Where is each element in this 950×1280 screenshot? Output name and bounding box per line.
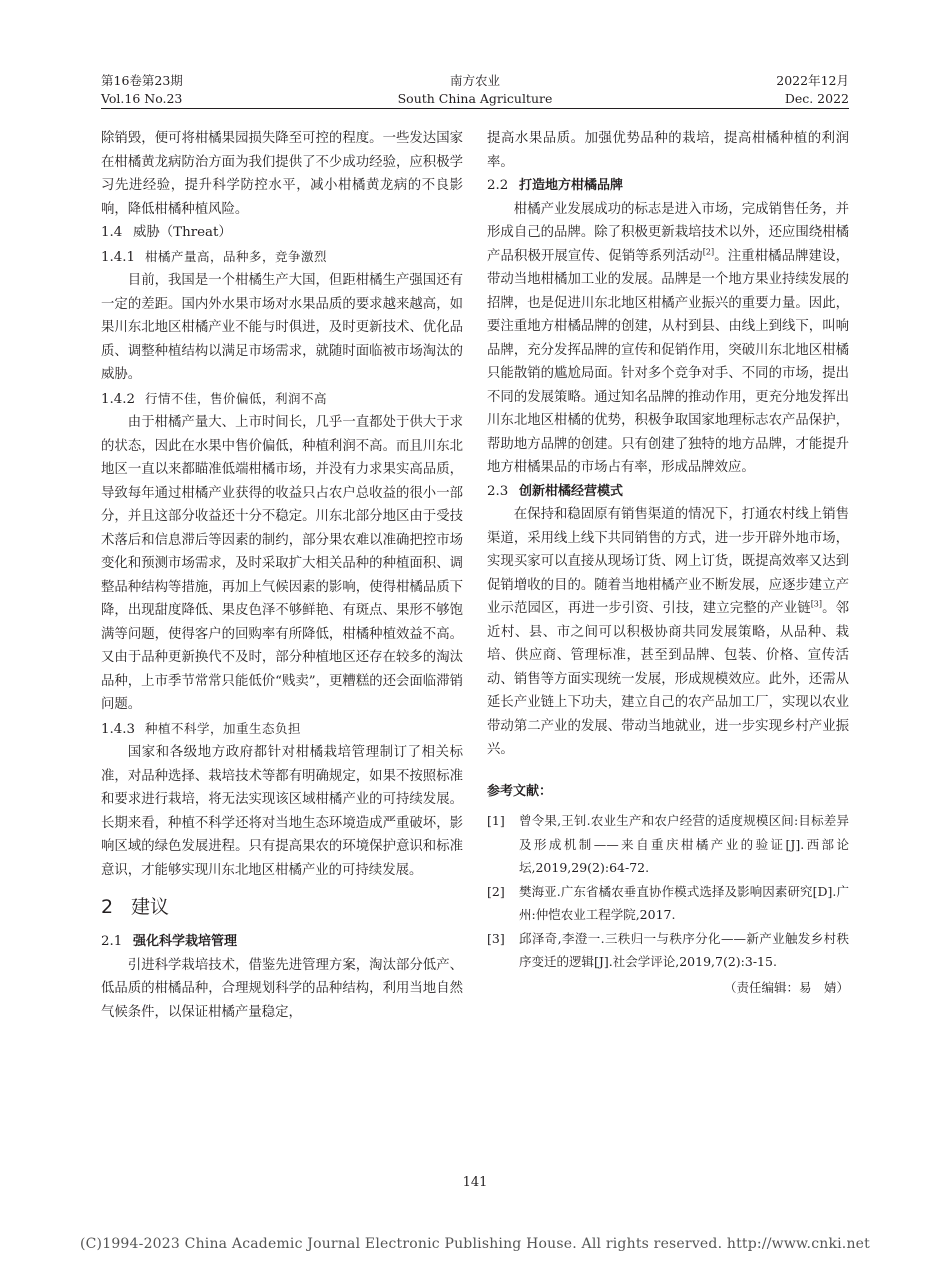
section-1-4-heading <box>101 221 463 245</box>
paragraph-2-1: 引进科学栽培技术，借鉴先进管理方案，淘汰部分低产、低品质的柑橘品种，合理规划科学的品种结构，利用当地自然气候条件，以保证柑橘产量稳定， <box>101 957 463 1020</box>
paragraph-text: 在保持和稳固原有销售渠道的情况下，打通农村线上销售渠道，采用线上线下共同销售的方式，进一步开辟外地市场，实现买家可以直接从现场订货、网上订货，既提高效率又达到促销增收的目的。随着当地柑橘产业不断发展，应逐步建立产业示范园区，再进一步引资、引技，建立完整的产业链 <box>487 507 849 616</box>
section-title: 行情不佳，售价偏低，利润不高 <box>145 390 328 406</box>
section-number: 2.2 <box>487 178 509 193</box>
section-2-3-heading <box>487 480 849 504</box>
header-journal-cn: 南方农业 <box>449 73 500 88</box>
paragraph-text: 。邻近村、县、市之间可以积极协商共同发展策略，从品种、栽培、供应商、管理标准，甚至到品牌、包装、价格、宣传活动、销售等方面实现统一发展，形成规模效应。此外，还需从延长产业链上下功夫，建立自己的农产品加工厂，实现以农业带动第二产业的发展、带动当地就业，进一步实现乡村产业振兴。 <box>487 601 850 757</box>
section-1-4-3-heading <box>101 717 463 742</box>
header-date-en: Dec. 2022 <box>784 91 849 106</box>
section-title: 威胁（Threat） <box>133 225 232 240</box>
paragraph-2-2 <box>487 198 849 480</box>
section-number: 1.4.2 <box>101 391 136 407</box>
paragraph-1-4-2: 由于柑橘产量大、上市时间长，几乎一直都处于供大于求的状态，因此在水果中售价偏低，种植利润不高。而且川东北地区一直以来都瞄准低端柑橘市场，并没有力求果实高品质，导致每年通过柑橘产业获得的收益只占农户总收益的很小一部分，并且这部分收益还十分不稳定。川东北部分地区由于受技术落后和信息滞后等因素的制约，部分果农难以准确把控市场变化和预测市场需求，及时采取扩大相关品种的种植面积、调整品种结构等措施，再加上气候因素的影响，使得柑橘品质下降，出现甜度降低、果皮色泽不够鲜艳、有斑点、果形不够饱满等问题，使得客户的回购率有所降低，柑橘种植效益不高。又由于品种更新换代不及时，部分种植地区还存在较多的淘汰品种，上市季节常常只能低价“贱卖”，更糟糕的还会面临滞销问题。 <box>101 415 463 712</box>
reference-item <box>487 809 849 880</box>
section-title: 打造地方柑橘品牌 <box>519 178 624 193</box>
section-2-heading <box>101 892 463 922</box>
section-number: 2.1 <box>101 934 123 949</box>
reference-number: [1] <box>487 813 505 828</box>
reference-text: 曾令果,王钊.农业生产和农户经营的适度规模区间:目标差异及形成机制——来自重庆柑橘产业的验证[J].西部论坛,2019,29(2):64-72. <box>519 813 849 875</box>
references-title: 参考文献： <box>487 783 553 799</box>
left-column <box>101 127 463 1024</box>
section-number: 1.4 <box>101 225 123 240</box>
header-date-cn: 2022年12月 <box>776 73 849 88</box>
paragraph-1-4-3: 国家和各级地方政府都针对柑橘栽培管理制订了相关标准，对品种选择、栽培技术等都有明确规定，如果不按照标准和要求进行栽培，将无法实现该区域柑橘产业的可持续发展。长期来看，种植不科学还将对当地生态环境造成严重破坏，影响区域的绿色发展进程。只有提高果农的环境保护意识和标准意识，才能够实现川东北地区柑橘产业的可持续发展。 <box>101 745 463 878</box>
right-column <box>487 127 849 999</box>
section-1-4-2-heading <box>101 387 463 412</box>
section-2-1-heading <box>101 930 463 954</box>
reference-number: [2] <box>487 883 505 899</box>
paragraph-2-3 <box>487 503 849 762</box>
header-volume-en: Vol.16 No.23 <box>101 91 183 106</box>
reference-item <box>487 927 849 974</box>
header-date <box>776 72 849 108</box>
page-number: 141 <box>462 1175 488 1190</box>
citation-link[interactable]: [2] <box>702 247 715 257</box>
responsible-editor: （责任编辑：易 婧） <box>723 979 849 995</box>
reference-item <box>487 880 849 927</box>
paragraph-text: 柑橘产业发展成功的标志是进入市场，完成销售任务，并形成自己的品牌。除了积极更新栽培技术以外，还应围绕柑橘产品积极开展宣传、促销等系列活动 <box>487 201 849 264</box>
reference-text: 邱泽奇,李澄一.三秩归一与秩序分化——新产业触发乡村秩序变迁的逻辑[J].社会学评论,2019,7(2):3-15. <box>519 930 849 969</box>
header-rule <box>101 108 849 109</box>
paragraph-intro: 除销毁，便可将柑橘果园损失降至可控的程度。一些发达国家在柑橘黄龙病防治方面为我们提供了不少成功经验，应积极学习先进经验，提升科学防控水平，减小柑橘黄龙病的不良影响，降低柑橘种植风险。 <box>101 131 463 217</box>
section-number: 2 <box>101 896 114 918</box>
reference-text: 樊海亚.广东省橘农垂直协作模式选择及影响因素研究[D].广州:仲恺农业工程学院,2017. <box>519 883 849 922</box>
section-number: 1.4.1 <box>101 249 136 265</box>
copyright-footer: (C)1994-2023 China Academic Journal Electronic Publishing House. All rights reserved. http://www.cnki.net <box>79 1236 870 1252</box>
section-title: 强化科学栽培管理 <box>133 934 238 949</box>
section-title: 创新柑橘经营模式 <box>519 483 624 499</box>
paragraph-text: 。注重柑橘品牌建设，带动当地柑橘加工业的发展。品牌是一个地方果业持续发展的招牌，也是促进川东北地区柑橘产业振兴的重要力量。因此，要注重地方柑橘品牌的创建，从村到县、由线上到线下，叫响品牌，充分发挥品牌的宣传和促销作用，突破川东北地区柑橘只能散销的尴尬局面。针对多个竞争对手、不同的市场，提出不同的发展策略。通过知名品牌的推动作用，更充分地发挥出川东北地区柑橘的优势，积极争取国家地理标志农产品保护，帮助地方品牌的创建。只有创建了独特的地方品牌，才能提升地方柑橘果品的市场占有率，形成品牌效应。 <box>487 248 850 475</box>
section-1-4-1-heading <box>101 245 463 270</box>
reference-number: [3] <box>487 930 505 946</box>
section-number: 2.3 <box>487 483 509 499</box>
section-title: 柑橘产量高，品种多，竞争激烈 <box>145 248 328 264</box>
citation-link[interactable]: [3] <box>810 599 823 609</box>
paragraph-2-1-cont: 提高水果品质。加强优势品种的栽培，提高柑橘种植的利润率。 <box>487 131 849 170</box>
section-title: 建议 <box>131 896 170 918</box>
section-number: 1.4.3 <box>101 721 136 737</box>
section-title: 种植不科学，加重生态负担 <box>145 720 302 736</box>
section-2-2-heading <box>487 174 849 198</box>
header-journal-en: South China Agriculture <box>397 91 553 106</box>
header-volume-cn: 第16卷第23期 <box>101 73 183 88</box>
paragraph-1-4-1: 目前，我国是一个柑橘生产大国，但距柑橘生产强国还有一定的差距。国内外水果市场对水果品质的要求越来越高，如果川东北地区柑橘产业不能与时俱进，及时更新技术、优化品质、调整种植结构以满足市场需求，就随时面临被市场淘汰的威胁。 <box>101 273 463 382</box>
